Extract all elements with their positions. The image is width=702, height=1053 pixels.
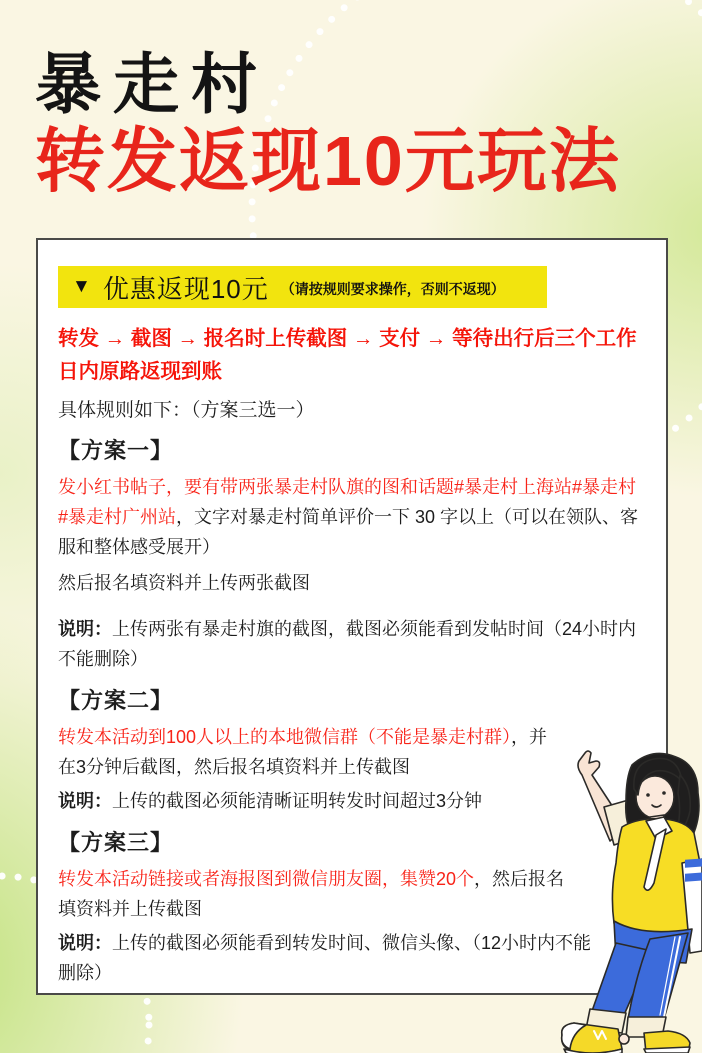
plan-3-heading: 【方案三】 bbox=[58, 830, 174, 855]
plan-3-body-red: 转发本活动链接或者海报图到微信朋友圈，集赞20个 bbox=[58, 869, 475, 889]
pointing-woman-illustration bbox=[552, 723, 702, 1053]
plan-2-body bbox=[58, 722, 550, 782]
brand-title: 暴走村 bbox=[35, 47, 269, 121]
plan-1-note-label: 说明： bbox=[58, 619, 112, 639]
plan-2-note-text: 上传的截图必须能清晰证明转发时间超过3分钟 bbox=[112, 791, 483, 811]
plan-2-body-black: ，并在3分钟后截图，然后报名填资料并上传截图 bbox=[58, 727, 548, 777]
rules-intro: 具体规则如下：（方案三选一） bbox=[58, 400, 315, 421]
plan-1-heading: 【方案一】 bbox=[58, 438, 174, 463]
plan-3-note-label: 说明： bbox=[58, 933, 112, 953]
plan-1-body-black: ，文字对暴走村简单评价一下 30 字以上（可以在领队、客服和整体感受展开） bbox=[58, 507, 639, 557]
cashback-flow: 转发 → 截图 → 报名时上传截图 → 支付 → 等待出行后三个工作日内原路返现到账 bbox=[58, 327, 637, 383]
plan-2-note-label: 说明： bbox=[58, 791, 112, 811]
plan-1-note-text: 上传两张有暴走村旗的截图，截图必须能看到发帖时间（24小时内不能删除） bbox=[58, 619, 637, 669]
plan-1-body bbox=[58, 472, 642, 562]
poster-header bbox=[35, 48, 621, 198]
plan-3-body bbox=[58, 864, 580, 924]
banner-note: （请按规则要求操作，否则不返现） bbox=[280, 280, 505, 297]
plan-1-note bbox=[58, 614, 642, 674]
cashback-banner bbox=[58, 266, 547, 308]
plan-1-body-red: 发小红书帖子，要有带两张暴走村队旗的图和话题#暴走村上海站#暴走村#暴走村广州站 bbox=[58, 477, 637, 527]
plan-1 bbox=[58, 436, 642, 674]
plan-2-heading: 【方案二】 bbox=[58, 688, 174, 713]
plan-3-note-text: 上传的截图必须能看到转发时间、微信头像、（12小时内不能删除） bbox=[58, 933, 592, 983]
plan-2-body-red: 转发本活动到100人以上的本地微信群（不能是暴走村群） bbox=[58, 727, 512, 747]
plan-1-body-extra: 然后报名填资料并上传两张截图 bbox=[58, 573, 310, 593]
plan-3-note bbox=[58, 928, 598, 988]
banner-title: 优惠返现10元 bbox=[102, 273, 269, 304]
plan-3-body-black: ，然后报名填资料并上传截图 bbox=[58, 869, 565, 919]
down-triangle-icon: ▼ bbox=[72, 276, 91, 297]
poster-title: 转发返现10元玩法 bbox=[35, 121, 621, 200]
